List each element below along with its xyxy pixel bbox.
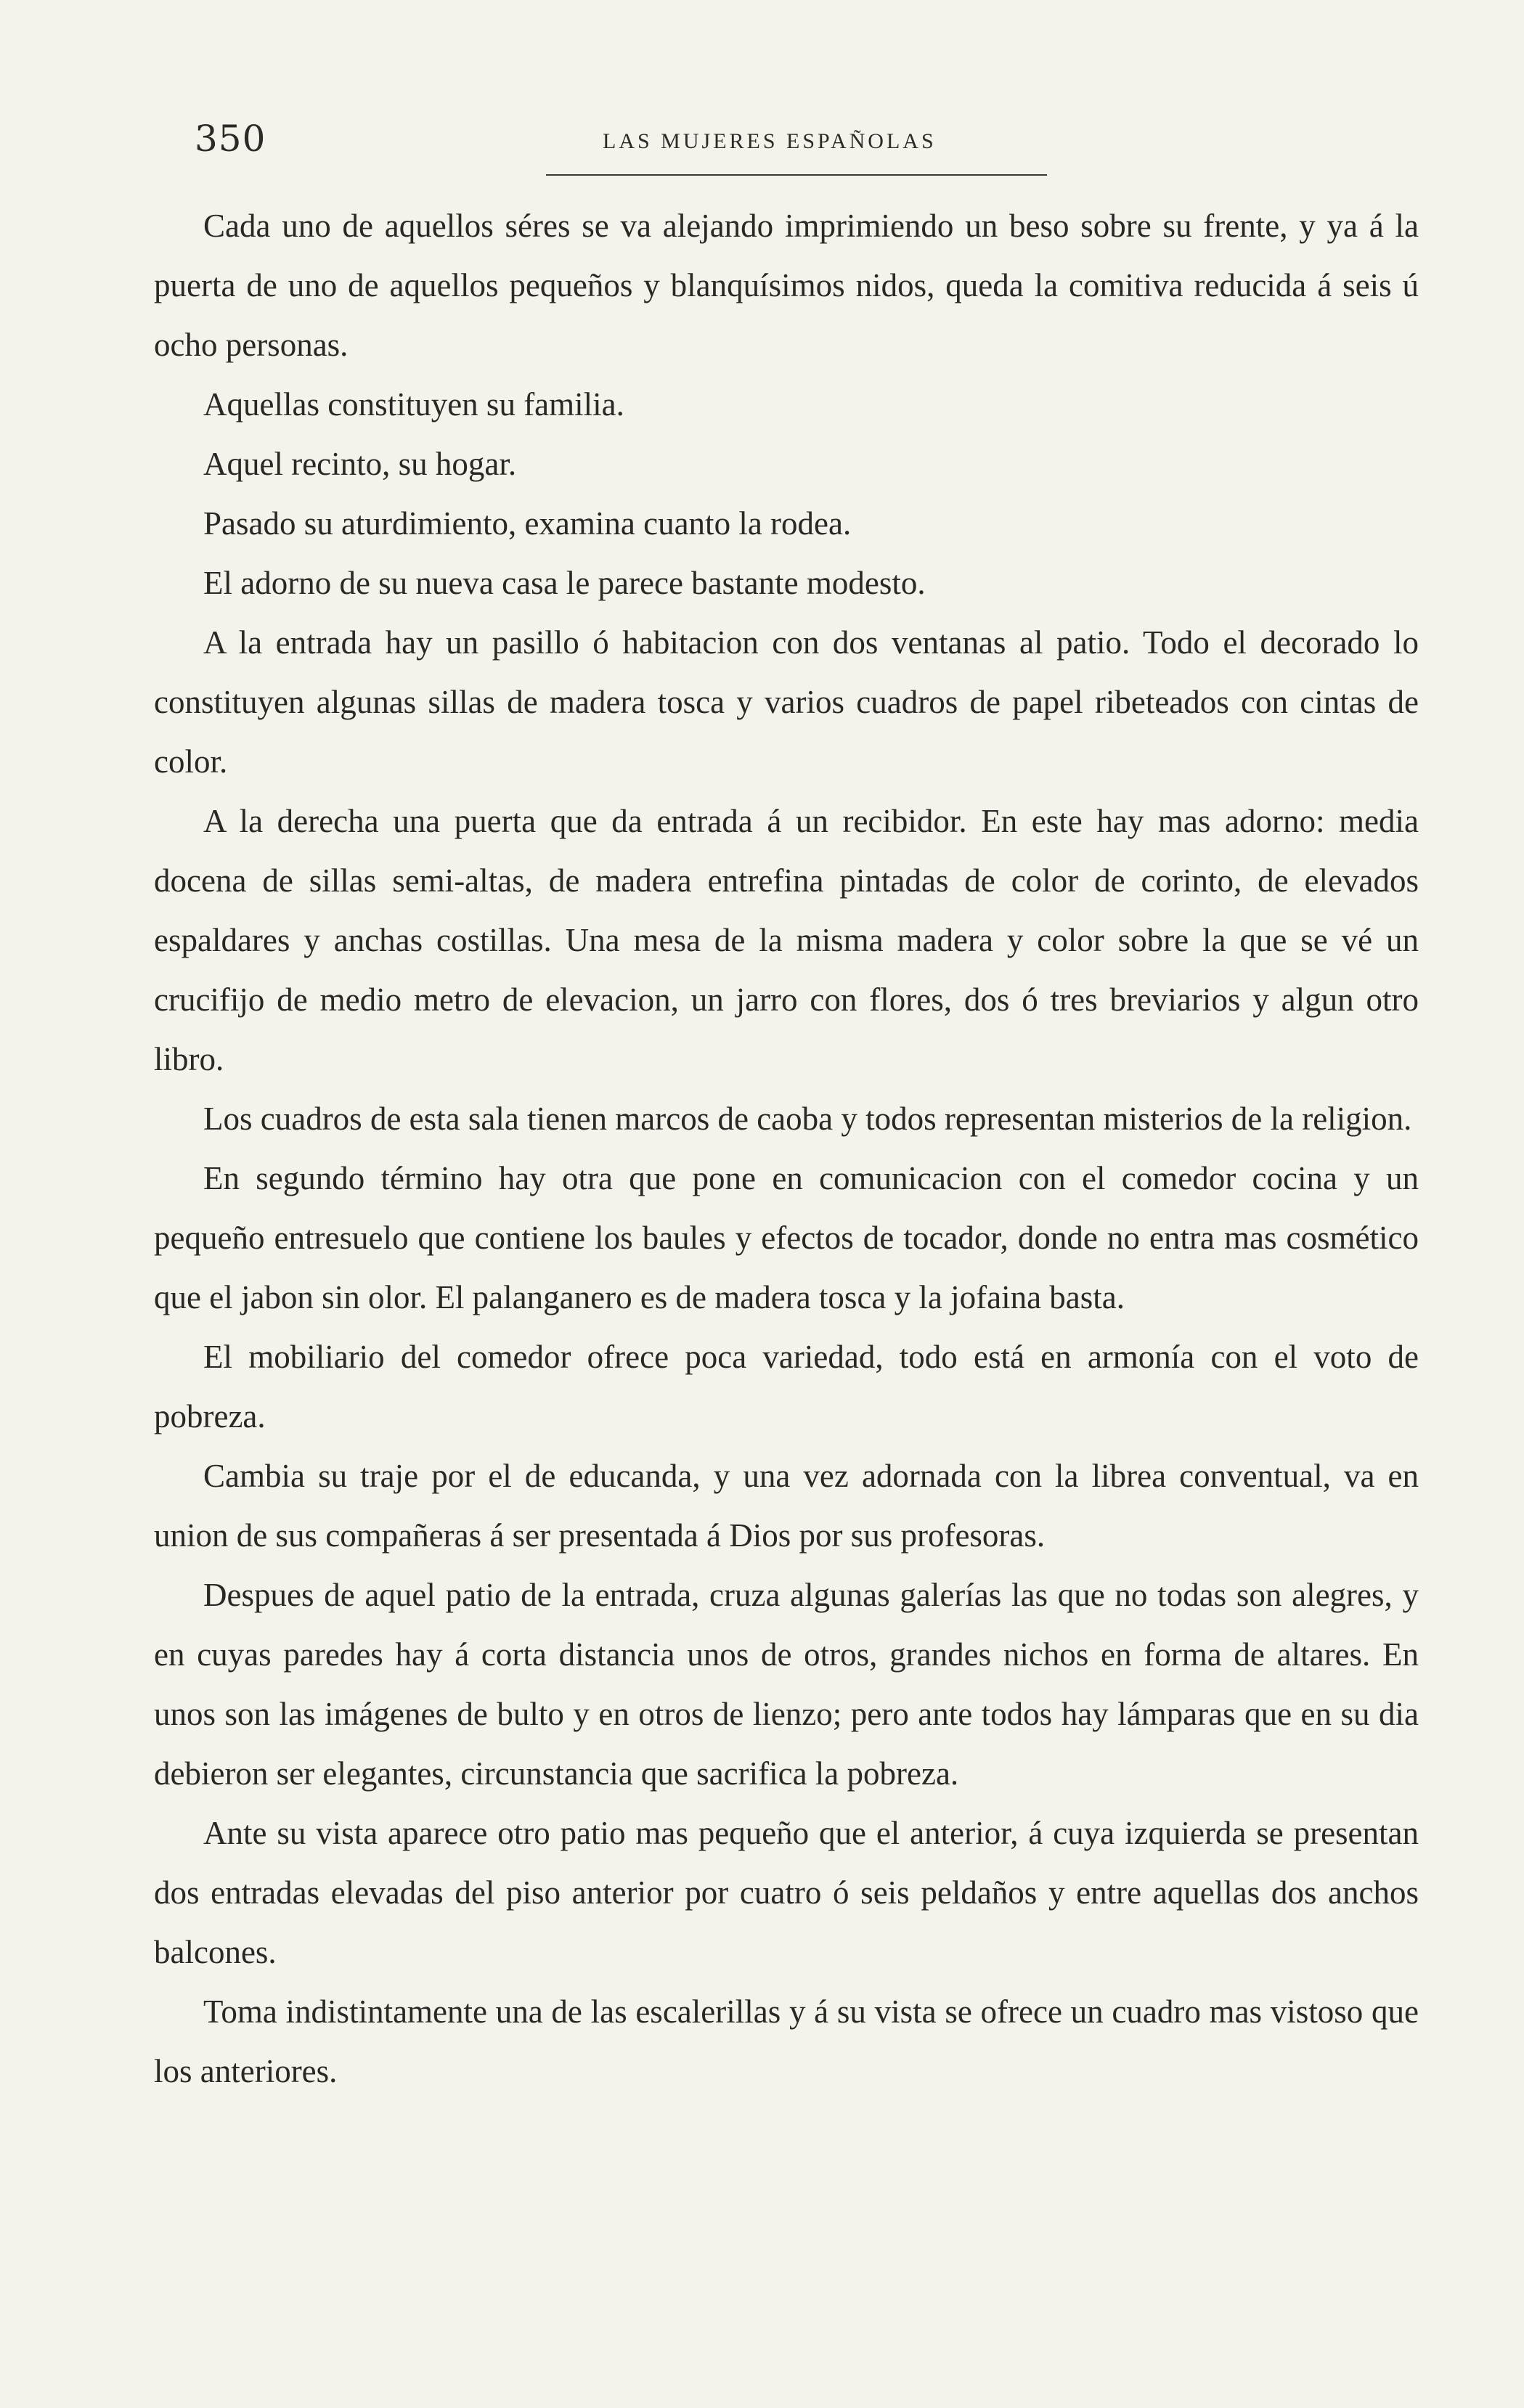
paragraph: Pasado su aturdimiento, examina cuanto la rodea. xyxy=(203,505,852,542)
paragraph: El mobiliario del comedor ofrece poca variedad, todo está en armonía con el voto de pobreza. xyxy=(154,1339,1419,1434)
paragraph: Cambia su traje por el de educanda, y una vez adornada con la librea conventual, va en union de sus compañeras á ser presentada á Dios por sus profesoras. xyxy=(154,1458,1419,1554)
paragraph: Cada uno de aquellos séres se va alejando imprimiendo un beso sobre su frente, y ya á la puerta de uno de aquellos pequeños y blanquísimos nidos, queda la comitiva reducida á seis ú ocho personas. xyxy=(154,208,1419,363)
header-rule xyxy=(546,174,1047,176)
paragraph: El adorno de su nueva casa le parece bastante modesto. xyxy=(203,565,926,601)
body-text xyxy=(154,196,1419,2101)
paragraph: A la entrada hay un pasillo ó habitacion con dos ventanas al patio. Todo el decorado lo constituyen algunas sillas de madera tosca y varios cuadros de papel ribeteados con cintas de color. xyxy=(154,624,1419,780)
paragraph: Aquellas constituyen su familia. xyxy=(203,386,624,423)
page-number: 350 xyxy=(195,118,266,160)
paragraph: Toma indistintamente una de las escalerillas y á su vista se ofrece un cuadro mas vistoso que los anteriores. xyxy=(154,1993,1419,2089)
paragraph: Despues de aquel patio de la entrada, cruza algunas galerías las que no todas son alegres, y en cuyas paredes hay á corta distancia unos de otros, grandes nichos en forma de altares. En unos son las imágenes de bulto y en otros de lienzo; pero ante todos hay lámparas que en su dia debieron ser elegantes, circunstancia que sacrifica la pobreza. xyxy=(154,1577,1419,1792)
paragraph: Ante su vista aparece otro patio mas pequeño que el anterior, á cuya izquierda se presentan dos entradas elevadas del piso anterior por cuatro ó seis peldaños y entre aquellas dos anchos balcones. xyxy=(154,1815,1419,1970)
paragraph: En segundo término hay otra que pone en comunicacion con el comedor cocina y un pequeño entresuelo que contiene los baules y efectos de tocador, donde no entra mas cosmético que el jabon sin olor. El palanganero es de madera tosca y la jofaina basta. xyxy=(154,1160,1419,1315)
running-title: LAS MUJERES ESPAÑOLAS xyxy=(603,129,937,153)
paragraph: Aquel recinto, su hogar. xyxy=(203,446,517,482)
paragraph: Los cuadros de esta sala tienen marcos de caoba y todos representan misterios de la religion. xyxy=(203,1101,1412,1137)
paragraph: A la derecha una puerta que da entrada á un recibidor. En este hay mas adorno: media docena de sillas semi-altas, de madera entrefina pintadas de color de corinto, de elevados espaldares y anchas costillas. Una mesa de la misma madera y color sobre la que se vé un crucifijo de medio metro de elevacion, un jarro con flores, dos ó tres breviarios y algun otro libro. xyxy=(154,803,1419,1077)
